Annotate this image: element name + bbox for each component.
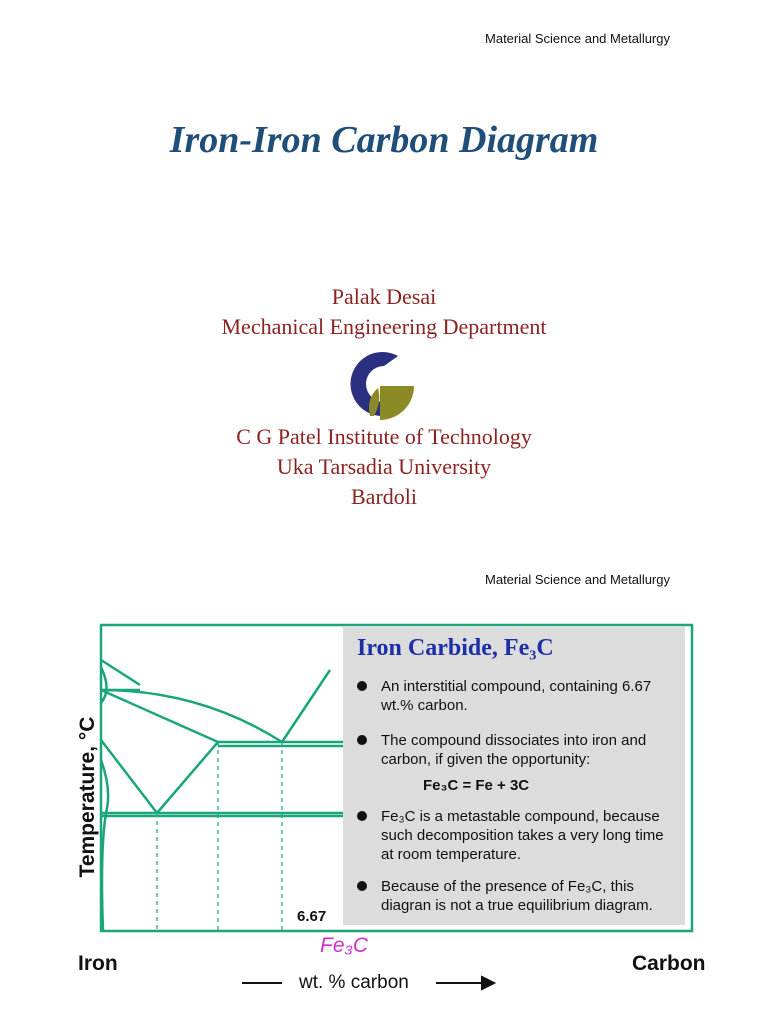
bullet-dot-icon xyxy=(357,735,367,745)
carbon-percent-label: 6.67 xyxy=(297,908,327,925)
liquidus-right xyxy=(282,670,330,742)
department-name: Mechanical Engineering Department xyxy=(221,314,547,339)
page-header: Material Science and Metallurgy xyxy=(485,31,670,46)
iron-carbide-callout xyxy=(343,627,685,925)
x-axis-label: wt. % carbon xyxy=(299,972,409,993)
bullet-text: Because of the presence of Fe₃C, this diagran is not a true equilibrium diagram. xyxy=(381,878,653,914)
y-axis-label: Temperature, °C xyxy=(76,716,99,878)
page-title: Iron-Iron Carbon Diagram xyxy=(169,119,599,161)
x-axis-right-label: Carbon xyxy=(632,952,706,975)
austenite-liquidus xyxy=(101,690,282,742)
bullet-text: Fe₃C is a metastable compound, because such decomposition takes a very long time at room temperature. xyxy=(381,808,664,863)
solidus-left xyxy=(101,690,218,742)
equation: Fe₃C = Fe + 3C xyxy=(423,777,530,794)
compound-label: Fe₃C xyxy=(320,934,368,957)
author-block xyxy=(0,282,768,342)
institute-logo xyxy=(340,346,420,422)
institute-name: C G Patel Institute of Technology xyxy=(236,424,532,449)
bullet-dot-icon xyxy=(357,881,367,891)
bullet-dot-icon xyxy=(357,681,367,691)
axis-arrowhead xyxy=(482,977,494,989)
bullet-dot-icon xyxy=(357,811,367,821)
bullet-2 xyxy=(357,731,677,769)
university-name: Uka Tarsadia University xyxy=(276,454,492,479)
city-name: Bardoli xyxy=(351,484,417,509)
callout-title: Iron Carbide, Fe₃C xyxy=(357,635,554,661)
bullet-3 xyxy=(357,807,677,864)
page-header-2: Material Science and Metallurgy xyxy=(485,572,670,587)
bullet-text: An interstitial compound, containing 6.67 wt.% carbon. xyxy=(381,678,652,714)
bullet-4 xyxy=(357,877,677,915)
bullet-text: The compound dissociates into iron and carbon, if given the opportunity: xyxy=(381,732,647,768)
author-name: Palak Desai xyxy=(331,284,437,309)
a3-line xyxy=(101,740,157,813)
x-axis-left-label: Iron xyxy=(78,952,118,975)
acm-line xyxy=(157,742,218,813)
institute-block xyxy=(0,422,768,512)
bullet-1 xyxy=(357,677,677,715)
